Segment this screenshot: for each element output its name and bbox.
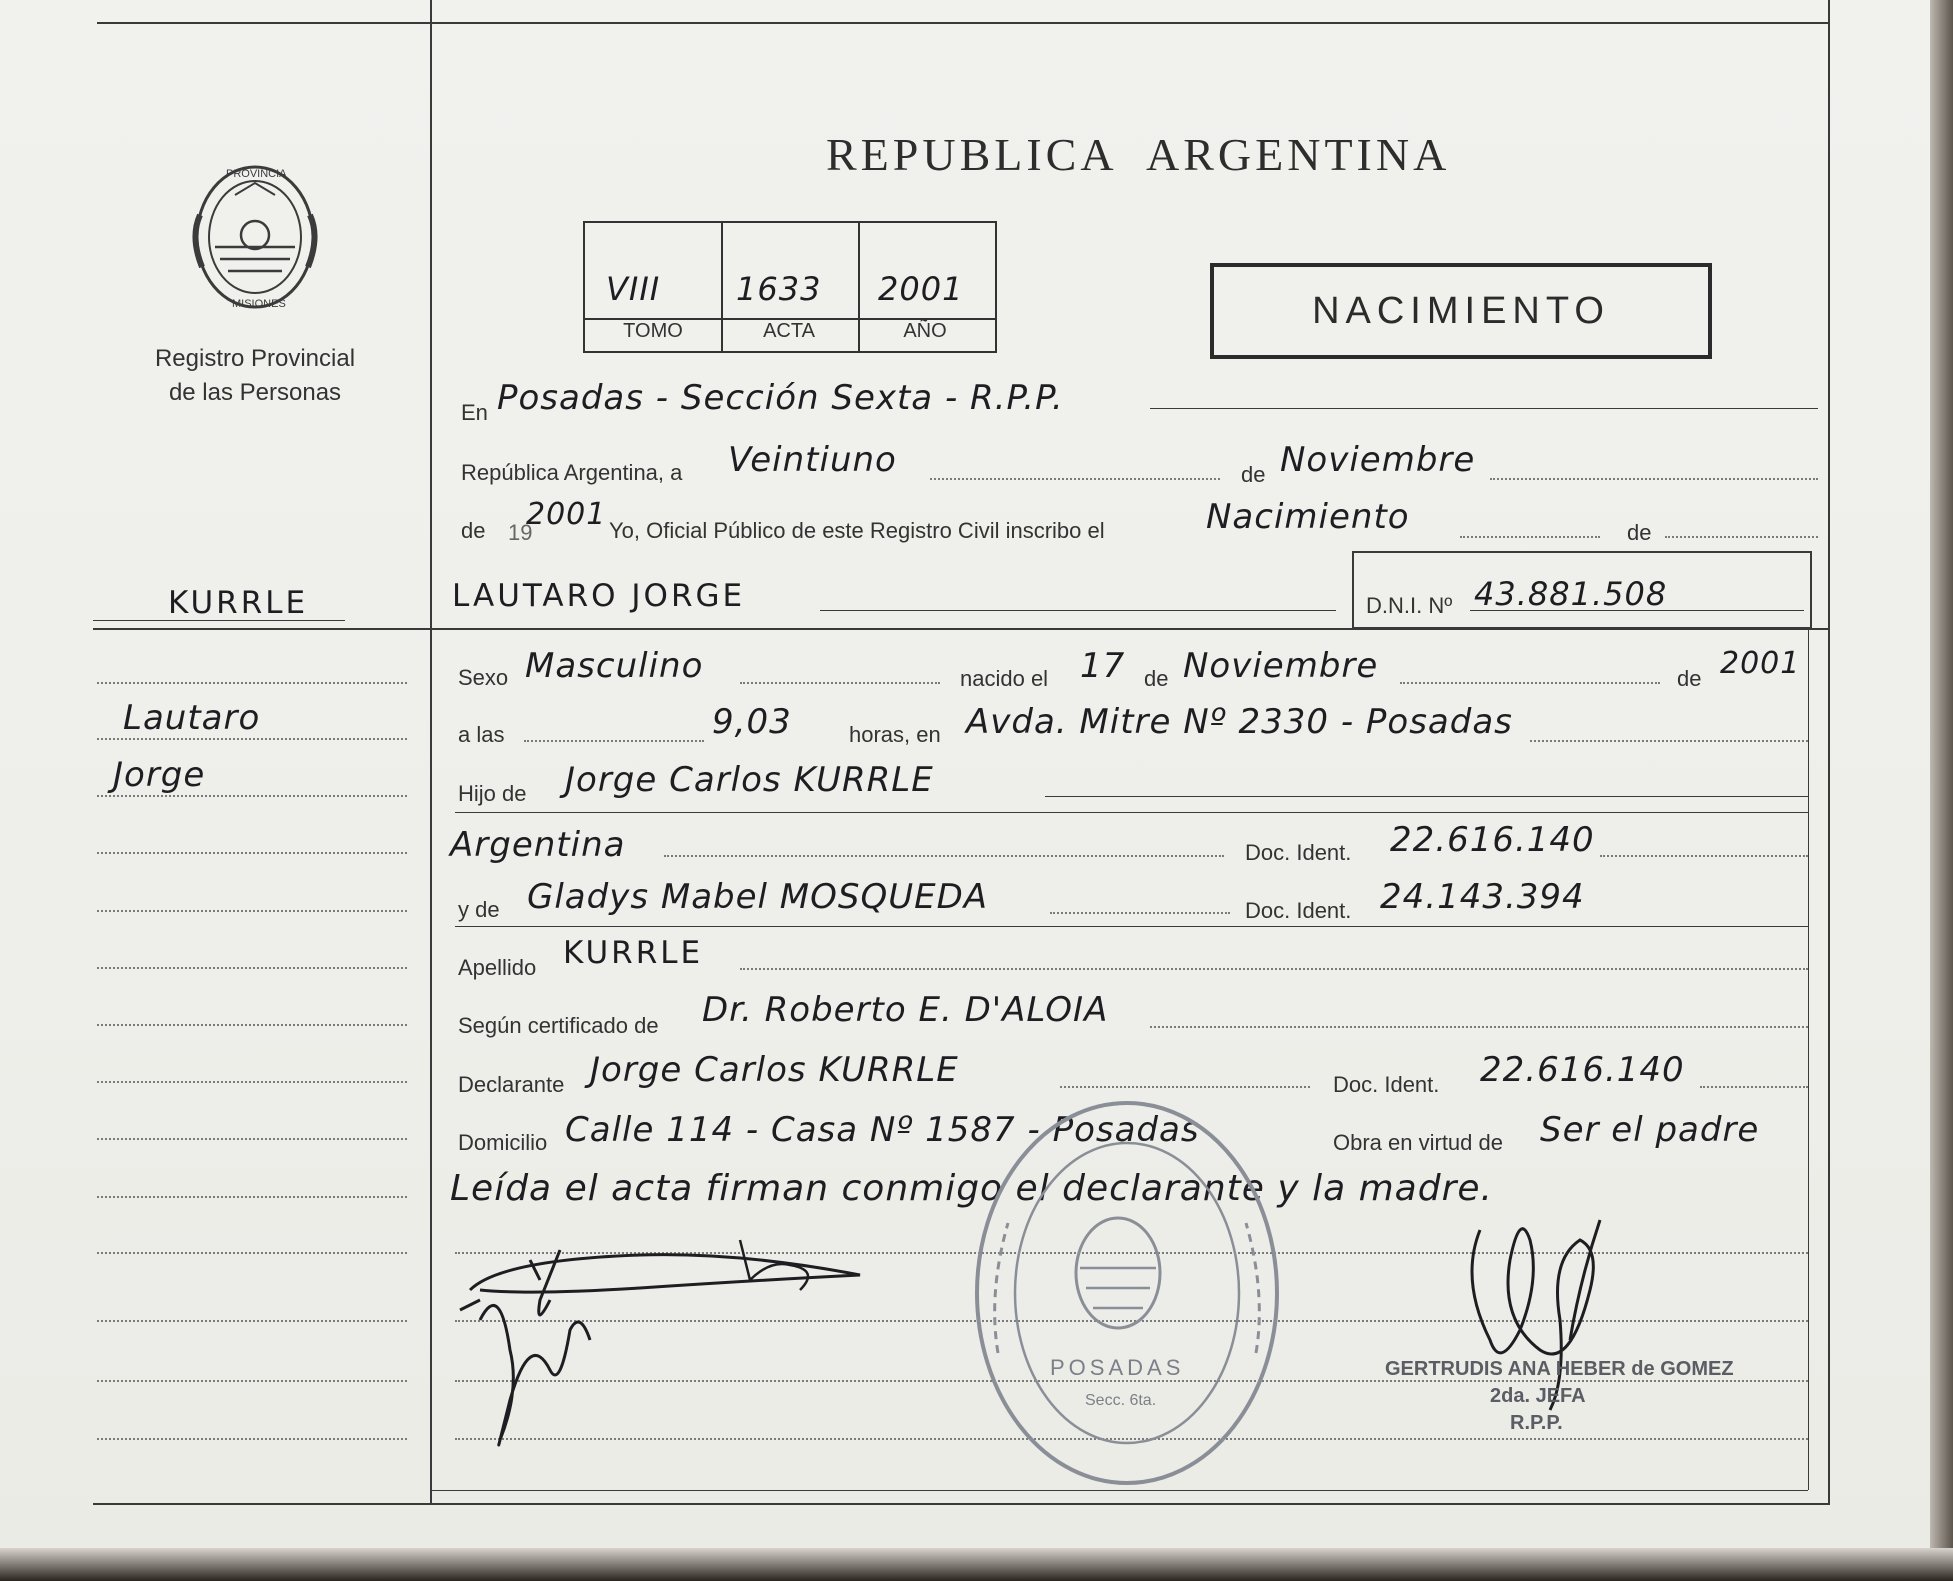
father-underline bbox=[455, 812, 1808, 813]
yde-label: y de bbox=[458, 897, 500, 922]
margin-surname-line bbox=[93, 620, 345, 621]
margin-line bbox=[97, 682, 407, 684]
mother-doc-label: Doc. Ident. bbox=[1245, 898, 1352, 923]
obra-value: Ser el padre bbox=[1540, 1110, 1760, 1150]
frame-bottom-line bbox=[93, 1503, 1829, 1505]
acta-label: ACTA bbox=[763, 320, 815, 342]
yo-label: Yo, Oficial Público de este Registro Civil inscribo el bbox=[609, 518, 1105, 543]
inscribe-line bbox=[1460, 536, 1600, 538]
sexo-label: Sexo bbox=[458, 665, 509, 690]
frame-top-line bbox=[97, 22, 1829, 24]
nationality-line bbox=[664, 855, 1224, 857]
segun-value: Dr. Roberto E. D'ALOIA bbox=[702, 990, 1109, 1030]
mother-value: Gladys Mabel MOSQUEDA bbox=[527, 877, 989, 917]
page-edge-bottom bbox=[0, 1548, 1953, 1581]
province-seal-icon bbox=[180, 155, 330, 315]
month-line bbox=[1490, 478, 1818, 480]
declarante-doc-label: Doc. Ident. bbox=[1333, 1072, 1440, 1097]
dni-label: D.N.I. Nº bbox=[1366, 593, 1453, 618]
father-doc: 22.616.140 bbox=[1390, 820, 1595, 860]
month-value: Noviembre bbox=[1280, 440, 1476, 480]
names-value: LAUTARO JORGE bbox=[452, 578, 746, 614]
margin-surname: KURRLE bbox=[168, 585, 309, 621]
sexo-line bbox=[740, 682, 940, 684]
republica-label: República Argentina, a bbox=[461, 460, 683, 485]
mother-doc: 24.143.394 bbox=[1380, 877, 1585, 917]
domicilio-value: Calle 114 - Casa Nº 1587 - Posadas bbox=[565, 1110, 1200, 1150]
margin-line bbox=[97, 1438, 407, 1440]
margin-given-name-1: Lautaro bbox=[123, 698, 261, 738]
dni-value: 43.881.508 bbox=[1474, 575, 1668, 613]
frame-inner-right bbox=[1808, 628, 1809, 1490]
a-las-label: a las bbox=[458, 722, 505, 747]
dni-line bbox=[1470, 610, 1804, 611]
margin-line bbox=[97, 1081, 407, 1083]
en-value: Posadas - Sección Sexta - R.P.P. bbox=[497, 378, 1064, 418]
time-line bbox=[524, 740, 704, 742]
day-line bbox=[930, 478, 1220, 480]
father-doc-label: Doc. Ident. bbox=[1245, 840, 1352, 865]
apellido-value: KURRLE bbox=[563, 935, 704, 971]
svg-text:PROVINCIA: PROVINCIA bbox=[226, 168, 287, 180]
domicilio-label: Domicilio bbox=[458, 1130, 548, 1155]
mother-line bbox=[1050, 912, 1230, 914]
horas-label: horas, en bbox=[849, 722, 941, 747]
de-label-5: de bbox=[1677, 666, 1702, 691]
stamp-city: POSADAS bbox=[1050, 1355, 1185, 1380]
place-line bbox=[1530, 740, 1808, 742]
obra-label: Obra en virtud de bbox=[1333, 1130, 1503, 1155]
father-doc-line bbox=[1600, 855, 1808, 857]
official-title: 2da. JEFA bbox=[1490, 1385, 1586, 1407]
ano-value: 2001 bbox=[878, 270, 964, 308]
birth-month: Noviembre bbox=[1183, 646, 1379, 686]
en-label: En bbox=[461, 400, 488, 425]
declarant-signature-icon bbox=[440, 1220, 880, 1480]
de-label-1: de bbox=[1241, 462, 1266, 487]
closing-value: Leída el acta firman conmigo el declarante y la madre. bbox=[450, 1168, 1493, 1209]
tomo-value: VIII bbox=[606, 270, 661, 308]
father-line bbox=[1045, 796, 1808, 797]
official-name: GERTRUDIS ANA HEBER de GOMEZ bbox=[1385, 1358, 1734, 1380]
father-value: Jorge Carlos KURRLE bbox=[565, 760, 934, 800]
margin-line bbox=[97, 910, 407, 912]
margin-line bbox=[97, 1252, 407, 1254]
segun-label: Según certificado de bbox=[458, 1013, 659, 1038]
day-value: Veintiuno bbox=[728, 440, 897, 480]
apellido-line bbox=[740, 968, 1808, 970]
tomo-label: TOMO bbox=[623, 320, 683, 342]
birth-month-line bbox=[1400, 682, 1660, 684]
registry-name bbox=[120, 342, 390, 410]
stamp-section: Secc. 6ta. bbox=[1085, 1392, 1157, 1409]
ano-label: AÑO bbox=[903, 320, 947, 342]
en-line bbox=[1150, 408, 1818, 409]
official-stamp-icon bbox=[968, 1093, 1286, 1493]
de-label-2: de bbox=[461, 518, 486, 543]
page-edge bbox=[1930, 0, 1953, 1581]
registry-line-2: de las Personas bbox=[168, 379, 342, 406]
margin-line bbox=[97, 1320, 407, 1322]
hijo-label: Hijo de bbox=[458, 781, 527, 806]
declarante-doc: 22.616.140 bbox=[1480, 1050, 1685, 1090]
inscribe-value: Nacimiento bbox=[1206, 497, 1410, 537]
margin-line bbox=[97, 852, 407, 854]
sexo-value: Masculino bbox=[525, 646, 704, 686]
acta-value: 1633 bbox=[736, 270, 822, 308]
frame-right bbox=[1828, 0, 1830, 1505]
margin-line bbox=[97, 1196, 407, 1198]
nationality-value: Argentina bbox=[450, 825, 626, 865]
margin-line bbox=[97, 1380, 407, 1382]
declarante-doc-line bbox=[1700, 1086, 1808, 1088]
year-prefix: 19 bbox=[508, 520, 533, 545]
margin-line bbox=[97, 738, 407, 740]
nacido-label: nacido el bbox=[960, 666, 1049, 691]
de-label-4: de bbox=[1144, 666, 1169, 691]
de-label-3: de bbox=[1627, 520, 1652, 545]
apellido-label: Apellido bbox=[458, 955, 537, 980]
act-type-box: NACIMIENTO bbox=[1210, 263, 1712, 359]
registry-line-1: Registro Provincial bbox=[154, 345, 356, 372]
time-value: 9,03 bbox=[712, 702, 792, 742]
margin-line bbox=[97, 795, 407, 797]
margin-line bbox=[97, 967, 407, 969]
names-line bbox=[820, 610, 1336, 611]
frame-divider bbox=[430, 0, 432, 1505]
birth-year: 2001 bbox=[1720, 646, 1801, 681]
declarante-label: Declarante bbox=[458, 1072, 565, 1097]
segun-line bbox=[1150, 1026, 1808, 1028]
place-value: Avda. Mitre Nº 2330 - Posadas bbox=[966, 702, 1513, 742]
year-value: 2001 bbox=[526, 497, 607, 532]
margin-given-name-2: Jorge bbox=[113, 755, 206, 795]
margin-line bbox=[97, 1138, 407, 1140]
country-title: REPUBLICA ARGENTINA bbox=[826, 129, 1451, 180]
mother-underline bbox=[455, 926, 1808, 927]
official-unit: R.P.P. bbox=[1510, 1412, 1563, 1434]
birth-day: 17 bbox=[1080, 646, 1126, 686]
margin-line bbox=[97, 1024, 407, 1026]
de-line bbox=[1665, 536, 1818, 538]
declarante-line bbox=[1060, 1086, 1310, 1088]
declarante-value: Jorge Carlos KURRLE bbox=[590, 1050, 959, 1090]
svg-text:MISIONES: MISIONES bbox=[232, 298, 286, 310]
